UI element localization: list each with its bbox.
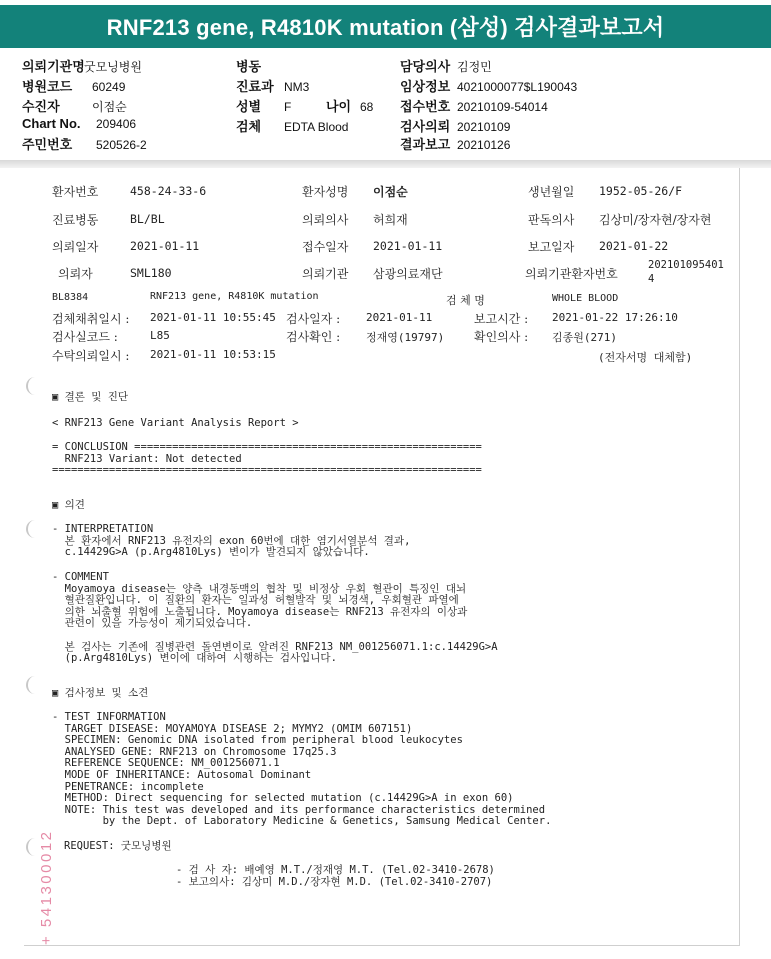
header-sex: 성별 F	[236, 99, 292, 114]
requesting-org-label: 의뢰기관	[302, 267, 349, 281]
request-date-value: 2021-01-11	[130, 239, 200, 253]
ward-label: 진료병동	[52, 213, 99, 227]
header-hospital-code: 병원코드 60249	[22, 79, 126, 94]
section-divider	[0, 160, 771, 168]
report-title: RNF213 gene, R4810K mutation (삼성) 검사결과보고서	[0, 5, 771, 48]
patient-name-value: 이점순	[373, 185, 408, 199]
section-testinfo-heading: ▣ 검사정보 및 소견	[52, 687, 149, 699]
requesting-org-value: 삼광의료재단	[373, 267, 443, 281]
test-name: RNF213 gene, R4810K mutation	[150, 291, 319, 302]
report-time-label: 보고시간 :	[474, 312, 529, 326]
consign-time-label: 수탁의뢰일시 :	[52, 349, 130, 363]
header-department: 진료과 NM3	[236, 79, 310, 94]
header-ward: 병동	[236, 59, 262, 74]
reporter-line: - 보고의사: 김상미 M.D./장자현 M.D. (Tel.02-3410-2707)	[176, 876, 493, 888]
header-clinical-info: 임상정보 4021000077$L190043	[400, 79, 578, 94]
birthdate-value: 1952-05-26/F	[599, 184, 683, 198]
collect-time-label: 검체채취일시 :	[52, 312, 130, 326]
referring-doctor-value: 허희재	[373, 213, 408, 227]
report-time-value: 2021-01-22 17:26:10	[552, 311, 678, 324]
birthdate-label: 생년월일	[528, 185, 575, 199]
org-patient-no-label: 의뢰기관환자번호	[525, 267, 618, 281]
header-receipt-no: 접수번호 20210109-54014	[400, 99, 548, 114]
interpretation-block: - INTERPRETATION 본 환자에서 RNF213 유전자의 exon 60번에 대한 염기서열분석 결과, c.14429G>A (p.Arg4810Lys) 변이가 발견되지 않았습니다.	[52, 523, 411, 559]
ward-value: BL/BL	[130, 212, 165, 226]
referring-doctor-label: 의뢰의사	[302, 213, 349, 227]
conclusion-block: = CONCLUSION ======================================================= RNF213 Variant: Not detected ====================================================================	[52, 441, 482, 477]
header-request-date: 검사의뢰 20210109	[400, 119, 511, 134]
org-patient-no-value: 202101095401	[648, 259, 724, 271]
receipt-date-value: 2021-01-11	[373, 239, 443, 253]
specimen-value: WHOLE BLOOD	[552, 293, 619, 304]
requester-value: SML180	[130, 266, 172, 280]
e-signature-note: (전자서명 대체함)	[598, 351, 693, 364]
request-date-label: 의뢰일자	[52, 240, 99, 254]
examiner-line: - 검 사 자: 배예영 M.T./정재영 M.T. (Tel.02-3410-2678)	[176, 864, 495, 876]
report-date-value: 2021-01-22	[599, 239, 669, 253]
exam-date-value: 2021-01-11	[366, 311, 433, 324]
section-conclusion-heading: ▣ 결론 및 진단	[52, 391, 129, 403]
exam-confirm-label: 검사확인 :	[286, 330, 341, 344]
reading-doctor-label: 판독의사	[528, 213, 575, 227]
report-date-label: 보고일자	[528, 240, 575, 254]
header-specimen: 검체 EDTA Blood	[236, 119, 349, 134]
exam-date-label: 검사일자 :	[286, 312, 341, 326]
reading-doctor-value: 김상미/장자현/장자현	[599, 213, 712, 227]
side-barcode-stamp: + 541300012	[38, 829, 55, 945]
header-org: 의뢰기관명굿모닝병원	[22, 59, 142, 74]
header-doctor: 담당의사 김정민	[400, 59, 492, 74]
requester-label: 의뢰자	[58, 267, 93, 281]
test-information-block: - TEST INFORMATION TARGET DISEASE: MOYAMOYA DISEASE 2; MYMY2 (OMIM 607151) SPECIMEN: Genomic DNA isolated from peripheral blood leukocytes ANALYSED GENE: RNF213 on Chromosome 17q25.3 REFERENCE SEQUENCE: NM_001256071.1 MODE OF INHERITANCE: Autosomal Dominant PENETRANCE: incomplete METHOD: Direct sequencing for selected mutation (c.14429G>A in exon 60) NOTE: This test was developed and its performance characteristics determined by the Dept. of Laboratory Medicine & Genetics, Samsung Medical Center.	[52, 711, 552, 828]
org-patient-no-value-cont: 4	[648, 273, 655, 285]
lab-code-value: L85	[150, 329, 170, 342]
header-resident-no: 주민번호 520526-2	[22, 137, 147, 152]
consign-time-value: 2021-01-11 10:53:15	[150, 348, 276, 361]
patient-number-label: 환자번호	[52, 185, 99, 199]
header-age: 나이 68	[326, 99, 374, 114]
exam-confirm-value: 정재영(19797)	[366, 331, 445, 344]
specimen-label: 검 체 명	[446, 294, 485, 307]
section-opinion-heading: ▣ 의견	[52, 499, 85, 511]
header-report-date: 결과보고 20210126	[400, 137, 511, 152]
confirm-doctor-label: 확인의사 :	[474, 330, 529, 344]
confirm-doctor-value: 김종원(271)	[552, 331, 617, 344]
test-code: BL8384	[52, 292, 89, 303]
report-subtitle: < RNF213 Gene Variant Analysis Report >	[52, 417, 299, 429]
receipt-date-label: 접수일자	[302, 240, 349, 254]
patient-name-label: 환자성명	[302, 185, 349, 199]
header-patient: 수진자 이점순	[22, 99, 127, 114]
header-chart-no: Chart No. 209406	[22, 116, 137, 131]
comment-block: - COMMENT Moyamoya disease는 양측 내경동맥의 협착 및 비정상 우회 혈관이 특징인 대뇌 혈관질환입니다. 이 질환의 환자는 일과성 허혈발작 및 뇌경색, 우회혈관 파열에 의한 뇌출혈 위험에 노출됩니다. Moyamoya disease는 RNF213 유전자의 이상과 관련이 있을 가능성이 제기되었습니다. 본 검사는 기존에 질병관련 돌연변이로 알려진 RNF213 NM_001256071.1:c.14429G>A (p.Arg4810Lys) 변이에 대하여 시행하는 검사입니다.	[52, 571, 498, 665]
patient-number-value: 458-24-33-6	[130, 184, 207, 198]
request-line: REQUEST: 굿모닝병원	[64, 840, 172, 852]
collect-time-value: 2021-01-11 10:55:45	[150, 311, 276, 324]
lab-code-label: 검사실코드 :	[52, 330, 118, 344]
